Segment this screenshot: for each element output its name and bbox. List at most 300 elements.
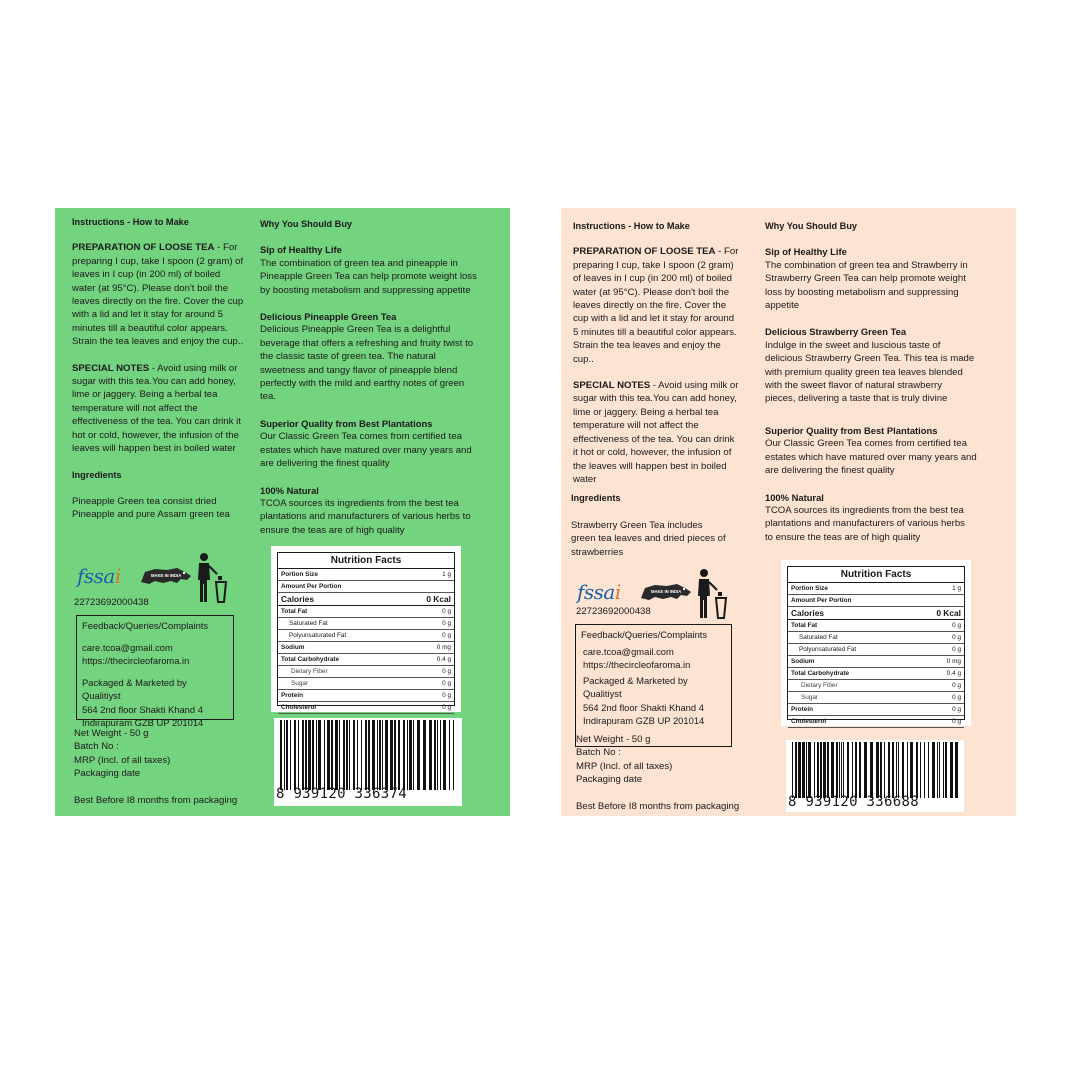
left-column <box>573 220 763 559</box>
special-line: the leaves will happen best in boiled <box>573 460 727 472</box>
special-notes-text: SPECIAL NOTES - Avoid using milk or <box>573 380 739 392</box>
delicious-line: Indulge in the sweet and luscious taste of <box>765 339 941 351</box>
barcode-bar <box>814 742 815 798</box>
delicious-line: tea. <box>260 391 277 403</box>
barcode-bar <box>372 720 375 790</box>
make-in-india-lion-logo <box>637 582 693 602</box>
barcode-bar <box>859 742 861 798</box>
sip-line: Pineapple Green Tea can help promote weight loss <box>260 271 477 283</box>
superior-line: Our Classic Green Tea comes from certified tea <box>260 431 462 443</box>
barcode-bar <box>910 742 913 798</box>
nutrient-value: 0 g <box>442 608 451 615</box>
barcode-bar <box>382 720 383 790</box>
barcode-bar <box>302 720 304 790</box>
nutrition-row <box>278 606 454 618</box>
nutrition-row <box>788 668 964 680</box>
fssai-logo: fssai <box>577 580 621 604</box>
prep-line: water (at 95°C). Please don't boil the <box>573 286 730 298</box>
barcode-bar <box>453 720 454 790</box>
barcode-bar <box>955 742 958 798</box>
barcode-bar <box>434 720 436 790</box>
company-name: Qualitiyst <box>82 690 121 702</box>
nutrient-value: 0 g <box>442 632 451 639</box>
contact-email: care.tcoa@gmail.com <box>82 642 173 653</box>
barcode-bar <box>876 742 879 798</box>
net-weight: Net Weight - 50 g <box>576 734 651 745</box>
barcode-bar <box>880 742 882 798</box>
nutrient-label: Total Carbohydrate <box>281 656 340 663</box>
nutrition-row <box>278 630 454 642</box>
nutrient-value: 0 mg <box>436 644 451 651</box>
nutrient-label: Total Carbohydrate <box>791 670 850 677</box>
nutrition-facts-table <box>271 546 461 712</box>
nutrient-label: Saturated Fat <box>799 634 838 641</box>
superior-line: are delivering the finest quality <box>260 458 390 470</box>
nutrition-row <box>278 678 454 690</box>
barcode-bar <box>429 720 432 790</box>
delicious-line: with the sweet flavor of natural strawberry <box>765 380 943 392</box>
barcode-bar <box>346 720 348 790</box>
prep-line: water (at 95°C). Please don't boil the <box>72 282 229 294</box>
nutrition-facts-table <box>781 560 971 726</box>
barcode-bar <box>920 742 921 798</box>
barcode-bar <box>390 720 393 790</box>
nutrient-label: Dietary Fiber <box>801 682 838 689</box>
barcode-bar <box>343 720 345 790</box>
address-line: Indirapuram GZB UP 201014 <box>583 715 705 727</box>
green-label-panel <box>55 208 510 816</box>
special-line: lime or jaggery. Being a herbal tea <box>573 406 719 418</box>
nutrition-row <box>278 618 454 630</box>
nutrition-row <box>788 656 964 668</box>
prep-line: Strain the tea leaves and enjoy the <box>573 340 721 352</box>
nutrition-row <box>278 581 454 593</box>
sip-line: by boosting metabolism and suppressing appetite <box>260 284 471 296</box>
barcode-digits: 8 939120 336688 <box>788 794 919 810</box>
nutrition-row <box>788 583 964 595</box>
barcode-bar <box>945 742 947 798</box>
nutrition-row <box>788 680 964 692</box>
nutrition-row <box>788 704 964 716</box>
barcode-bar <box>855 742 857 798</box>
barcode-bar <box>403 720 405 790</box>
barcode-bar <box>365 720 367 790</box>
contact-body <box>82 641 203 729</box>
barcode-bar <box>798 742 801 798</box>
barcode-bar <box>852 742 853 798</box>
barcode-bar <box>884 742 885 798</box>
best-before: Best Before I8 months from packaging <box>74 795 238 806</box>
barcode-bar <box>286 720 288 790</box>
superior-line: estates which have matured over many years and <box>765 451 977 463</box>
sip-line: appetite <box>765 300 800 312</box>
barcode-bar <box>839 742 840 798</box>
svg-text:MAKE IN INDIA: MAKE IN INDIA <box>151 573 182 578</box>
barcode-bar <box>943 742 944 798</box>
special-line: effectiveness of the tea. You can drink <box>573 433 735 445</box>
delicious-heading: Delicious Pineapple Green Tea <box>260 311 397 323</box>
delicious-line: delicious Strawberry Green Tea. This tea is made <box>765 353 975 365</box>
barcode-bar <box>409 720 412 790</box>
nutrient-label: Polyunsaturated Fat <box>289 632 347 639</box>
prep-line: leaves directly on the fire. Cover the cup <box>72 296 244 308</box>
prep-line: cup.. <box>573 353 594 365</box>
barcode-bar <box>820 742 822 798</box>
barcode-bar <box>437 720 438 790</box>
barcode-bar <box>407 720 408 790</box>
barcode-bar <box>440 720 441 790</box>
barcode-bar <box>902 742 904 798</box>
nutrient-value: 0 g <box>952 634 961 641</box>
nutrition-row <box>788 644 964 656</box>
barcode-bar <box>870 742 873 798</box>
nutrition-row <box>788 632 964 644</box>
prep-line: leaves in I cup (in 200 ml) of boiled <box>72 269 221 281</box>
mrp: MRP (Incl. of all taxes) <box>576 760 673 772</box>
special-notes-heading: SPECIAL NOTES <box>72 362 150 374</box>
barcode-bar <box>280 720 282 790</box>
nutrient-label: Portion Size <box>791 585 828 592</box>
packaging-date: Packaging date <box>74 768 141 780</box>
right-column <box>765 220 1010 544</box>
barcode-bar <box>932 742 935 798</box>
barcode-bar <box>892 742 894 798</box>
barcode-bar <box>950 742 953 798</box>
barcode-bar <box>294 720 296 790</box>
nutrient-value: 0.4 g <box>946 670 961 677</box>
barcode-bar <box>398 720 400 790</box>
nutrient-label: Amount Per Portion <box>791 597 852 604</box>
mrp: MRP (Incl. of all taxes) <box>74 754 171 766</box>
ingredients-line: strawberries <box>571 546 624 558</box>
superior-line: are delivering the finest quality <box>765 465 895 477</box>
nutrient-value: 0 mg <box>946 658 961 665</box>
nutrient-value: 0 g <box>952 694 961 701</box>
product-details <box>576 733 672 787</box>
superior-line: Our Classic Green Tea comes from certified tea <box>765 438 967 450</box>
barcode-bar <box>385 720 388 790</box>
nutrient-value: 1 g <box>442 571 451 578</box>
dispose-in-bin-icon <box>693 568 729 620</box>
prep-line: cup with a lid and let it stay for around <box>573 313 735 325</box>
barcode-bar <box>290 720 291 790</box>
nutrition-row <box>278 642 454 654</box>
special-notes-heading: SPECIAL NOTES <box>573 380 651 392</box>
batch-no: Batch No : <box>576 747 621 759</box>
natural-line: to ensure the teas are of high quality <box>765 531 921 543</box>
nutrient-label: Dietary Fiber <box>291 668 328 675</box>
barcode-bar <box>916 742 918 798</box>
nutrition-row <box>278 654 454 666</box>
special-line: water <box>573 473 597 485</box>
barcode-bar <box>847 742 849 798</box>
nutrition-facts-title: Nutrition Facts <box>278 553 454 569</box>
nutrient-value: 0 g <box>442 692 451 699</box>
barcode-bar <box>361 720 362 790</box>
preparation-text: PREPARATION OF LOOSE TEA - For <box>72 242 238 254</box>
batch-no: Batch No : <box>74 741 119 753</box>
why-buy-heading: Why You Should Buy <box>260 219 353 229</box>
delicious-line: the classic taste of green tea. The natural <box>260 351 436 363</box>
nutrient-label: Sodium <box>791 658 815 665</box>
nutrition-row <box>278 593 454 606</box>
special-line: effectiveness of the tea. You can drink it <box>72 416 241 428</box>
company-name: Qualitiyst <box>583 688 622 700</box>
right-column <box>260 218 505 537</box>
barcode-bar <box>379 720 381 790</box>
barcode-bar <box>305 720 307 790</box>
barcode-bar <box>937 742 938 798</box>
ingredients-line: Strawberry Green Tea includes <box>571 519 703 531</box>
nutrient-value: 0.4 g <box>436 656 451 663</box>
barcode-bar <box>939 742 940 798</box>
net-weight: Net Weight - 50 g <box>74 728 149 739</box>
barcode-bar <box>898 742 899 798</box>
nutrient-value: 0 Kcal <box>426 594 451 604</box>
sip-heading: Sip of Healthy Life <box>765 246 847 258</box>
barcode-bar <box>331 720 333 790</box>
ingredients-line: green tea leaves and dried pieces of <box>571 533 726 545</box>
nutrient-label: Cholesterol <box>791 718 827 725</box>
barcode-bar <box>298 720 299 790</box>
sip-line: Strawberry Green Tea can help promote weight <box>765 273 966 285</box>
ingredients-heading: Ingredients <box>571 493 621 504</box>
natural-heading: 100% Natural <box>765 491 824 503</box>
delicious-line: Delicious Pineapple Green Tea is a delightful <box>260 324 451 336</box>
prep-line: 5 minutes till a beautiful color appears. <box>573 326 737 338</box>
natural-heading: 100% Natural <box>260 484 319 496</box>
barcode-bar <box>312 720 314 790</box>
preparation-heading: PREPARATION OF LOOSE TEA <box>72 242 215 254</box>
delicious-line: perfectly with the mild and earthy notes of green <box>260 378 465 390</box>
make-in-india-lion-logo <box>137 566 193 586</box>
natural-line: TCOA sources its ingredients from the best tea <box>765 504 964 516</box>
nutrient-value: 0 g <box>952 718 961 725</box>
instructions-heading: Instructions - How to Make <box>573 221 690 231</box>
contact-box <box>575 624 732 747</box>
superior-heading: Superior Quality from Best Plantations <box>260 417 433 429</box>
nutrient-label: Protein <box>281 692 304 699</box>
contact-title: Feedback/Queries/Complaints <box>82 620 209 631</box>
nutrient-value: 0 Kcal <box>936 608 961 618</box>
barcode <box>786 740 964 812</box>
ingredients-line: Pineapple and pure Assam green tea <box>72 509 230 521</box>
nutrient-value: 0 g <box>442 704 451 711</box>
nutrition-row <box>788 595 964 607</box>
special-notes-text: SPECIAL NOTES - Avoid using milk or <box>72 362 238 374</box>
barcode-bar <box>335 720 338 790</box>
nutrient-label: Polyunsaturated Fat <box>799 646 857 653</box>
peach-label-panel <box>561 208 1016 816</box>
nutrient-label: Total Fat <box>791 622 818 629</box>
delicious-heading: Delicious Strawberry Green Tea <box>765 326 907 338</box>
barcode-bar <box>417 720 420 790</box>
barcode-bar <box>907 742 908 798</box>
barcode-bar <box>792 742 793 798</box>
svg-text:MAKE IN INDIA: MAKE IN INDIA <box>651 589 682 594</box>
nutrition-facts-frame <box>277 552 455 711</box>
barcode-bar <box>368 720 370 790</box>
barcode-bar <box>327 720 330 790</box>
delicious-line: beverage that offers a refreshing and fruity twist to <box>260 337 474 349</box>
special-line: hot or cold, however, the infusion of the <box>72 429 239 441</box>
barcode-bar <box>823 742 826 798</box>
barcode-bar <box>413 720 414 790</box>
barcode-bar <box>377 720 378 790</box>
contact-website: https://thecircleofaroma.in <box>583 659 691 671</box>
ingredients-line: Pineapple Green tea consist dried <box>72 495 217 507</box>
nutrition-facts-title: Nutrition Facts <box>788 567 964 583</box>
special-line: it hot or cold, however, the infusion of <box>573 447 732 459</box>
packaging-date: Packaging date <box>576 774 643 786</box>
address-line: Indirapuram GZB UP 201014 <box>82 717 204 729</box>
barcode-bar <box>423 720 426 790</box>
marketed-by: Packaged & Marketed by <box>583 674 688 686</box>
barcode-bar <box>896 742 897 798</box>
natural-line: ensure the teas are of high quality <box>260 524 405 536</box>
barcode-bar <box>817 742 819 798</box>
sip-line: The combination of green tea and pineapple in <box>260 257 458 269</box>
nutrition-row <box>278 569 454 581</box>
barcode-bar <box>394 720 396 790</box>
nutrition-row <box>788 692 964 704</box>
nutrient-label: Portion Size <box>281 571 318 578</box>
nutrient-value: 0 g <box>952 646 961 653</box>
barcode-bar <box>827 742 829 798</box>
barcode-bar <box>808 742 811 798</box>
nutrient-label: Calories <box>791 608 825 618</box>
sip-line: loss by boosting metabolism and suppressing <box>765 286 959 298</box>
barcode-bar <box>449 720 450 790</box>
instructions-heading: Instructions - How to Make <box>72 217 189 227</box>
barcode-bar <box>349 720 350 790</box>
nutrient-value: 0 g <box>442 620 451 627</box>
delicious-line: sweetness and tangy flavor of pineapple blend <box>260 364 458 376</box>
barcode-bar <box>353 720 355 790</box>
nutrition-row <box>788 607 964 620</box>
marketed-by: Packaged & Marketed by <box>82 676 187 688</box>
contact-box <box>76 615 234 729</box>
barcode-bar <box>864 742 867 798</box>
contact-body <box>583 645 704 727</box>
special-line: leaves will happen best in boiled water <box>72 443 236 455</box>
barcode-bar <box>339 720 340 790</box>
delicious-line: pieces, delivering a taste that is truly divine <box>765 393 948 405</box>
best-before: Best Before I8 months from packaging <box>576 801 740 812</box>
barcode-bar <box>836 742 838 798</box>
barcode-bar <box>928 742 929 798</box>
product-details <box>74 727 170 781</box>
contact-website: https://thecircleofaroma.in <box>82 655 190 667</box>
special-line: temperature will not affect the <box>573 420 699 432</box>
barcode-bar <box>841 742 842 798</box>
nutrient-label: Protein <box>791 706 814 713</box>
nutrient-value: 0 g <box>442 680 451 687</box>
prep-line: preparing I cup, take I spoon (2 gram) of <box>72 255 244 267</box>
prep-line: of leaves in I cup (in 200 ml) of boiled <box>573 273 732 285</box>
barcode-bars <box>786 740 964 798</box>
superior-line: estates which have matured over many years and <box>260 444 472 456</box>
address-line: 564 2nd floor Shakti Khand 4 <box>583 701 704 713</box>
dispose-in-bin-icon <box>193 552 229 604</box>
nutrient-label: Total Fat <box>281 608 308 615</box>
fssai-license-number: 22723692000438 <box>74 597 149 608</box>
nutrient-value: 1 g <box>952 585 961 592</box>
fssai-license-number: 22723692000438 <box>576 606 651 617</box>
barcode-bar <box>357 720 358 790</box>
address-line: 564 2nd floor Shakti Khand 4 <box>82 703 203 715</box>
why-buy-heading: Why You Should Buy <box>765 221 858 231</box>
barcode-bar <box>443 720 446 790</box>
barcode <box>274 718 462 806</box>
special-line: temperature will not affect the <box>72 402 198 414</box>
nutrient-label: Calories <box>281 594 315 604</box>
barcode-bar <box>284 720 285 790</box>
superior-heading: Superior Quality from Best Plantations <box>765 424 938 436</box>
nutrition-row <box>278 690 454 702</box>
preparation-text: PREPARATION OF LOOSE TEA - For <box>573 246 739 258</box>
natural-line: plantations and manufacturers of various herbs to <box>260 511 471 523</box>
nutrient-value: 0 g <box>952 622 961 629</box>
prep-line: with a lid and let it stay for around 5 <box>72 309 223 321</box>
special-line: sugar with this tea.You can add honey, <box>573 393 737 405</box>
barcode-bar <box>924 742 925 798</box>
special-line: sugar with this tea.You can add honey, <box>72 376 236 388</box>
natural-line: plantations and manufacturers of various herbs <box>765 518 965 530</box>
sip-line: The combination of green tea and Strawberry in <box>765 259 968 271</box>
barcode-digits: 8 939120 336374 <box>276 786 407 802</box>
contact-title: Feedback/Queries/Complaints <box>581 629 708 640</box>
nutrition-row <box>278 702 454 714</box>
nutrition-row <box>788 716 964 728</box>
nutrient-label: Sugar <box>291 680 309 687</box>
sip-heading: Sip of Healthy Life <box>260 244 342 256</box>
preparation-heading: PREPARATION OF LOOSE TEA <box>573 246 716 258</box>
nutrition-row <box>788 620 964 632</box>
nutrient-label: Cholesterol <box>281 704 317 711</box>
barcode-bar <box>308 720 311 790</box>
nutrition-row <box>278 666 454 678</box>
prep-line: preparing I cup, take I spoon (2 gram) <box>573 259 734 271</box>
nutrient-label: Saturated Fat <box>289 620 328 627</box>
barcode-bar <box>888 742 890 798</box>
prep-line: minutes till a beautiful color appears. <box>72 322 228 334</box>
natural-line: TCOA sources its ingredients from the best tea <box>260 497 459 509</box>
special-line: lime or jaggery. Being a herbal tea <box>72 389 218 401</box>
fssai-logo: fssai <box>77 564 121 588</box>
barcode-bar <box>843 742 844 798</box>
barcode-bar <box>802 742 805 798</box>
nutrient-label: Sodium <box>281 644 305 651</box>
nutrient-value: 0 g <box>952 706 961 713</box>
barcode-bar <box>831 742 834 798</box>
nutrient-label: Amount Per Portion <box>281 583 342 590</box>
delicious-line: with premium quality green tea leaves blended <box>765 366 963 378</box>
nutrient-value: 0 g <box>952 682 961 689</box>
nutrition-facts-frame <box>787 566 965 725</box>
barcode-bar <box>316 720 317 790</box>
prep-line: leaves directly on the fire. Cover the <box>573 300 727 312</box>
ingredients-heading: Ingredients <box>72 469 122 480</box>
barcode-bar <box>318 720 321 790</box>
prep-line: Strain the tea leaves and enjoy the cup.. <box>72 336 244 348</box>
left-column <box>72 216 262 522</box>
nutrient-label: Sugar <box>801 694 819 701</box>
barcode-bar <box>795 742 797 798</box>
contact-email: care.tcoa@gmail.com <box>583 646 674 657</box>
barcode-bar <box>324 720 325 790</box>
barcode-bar <box>806 742 807 798</box>
